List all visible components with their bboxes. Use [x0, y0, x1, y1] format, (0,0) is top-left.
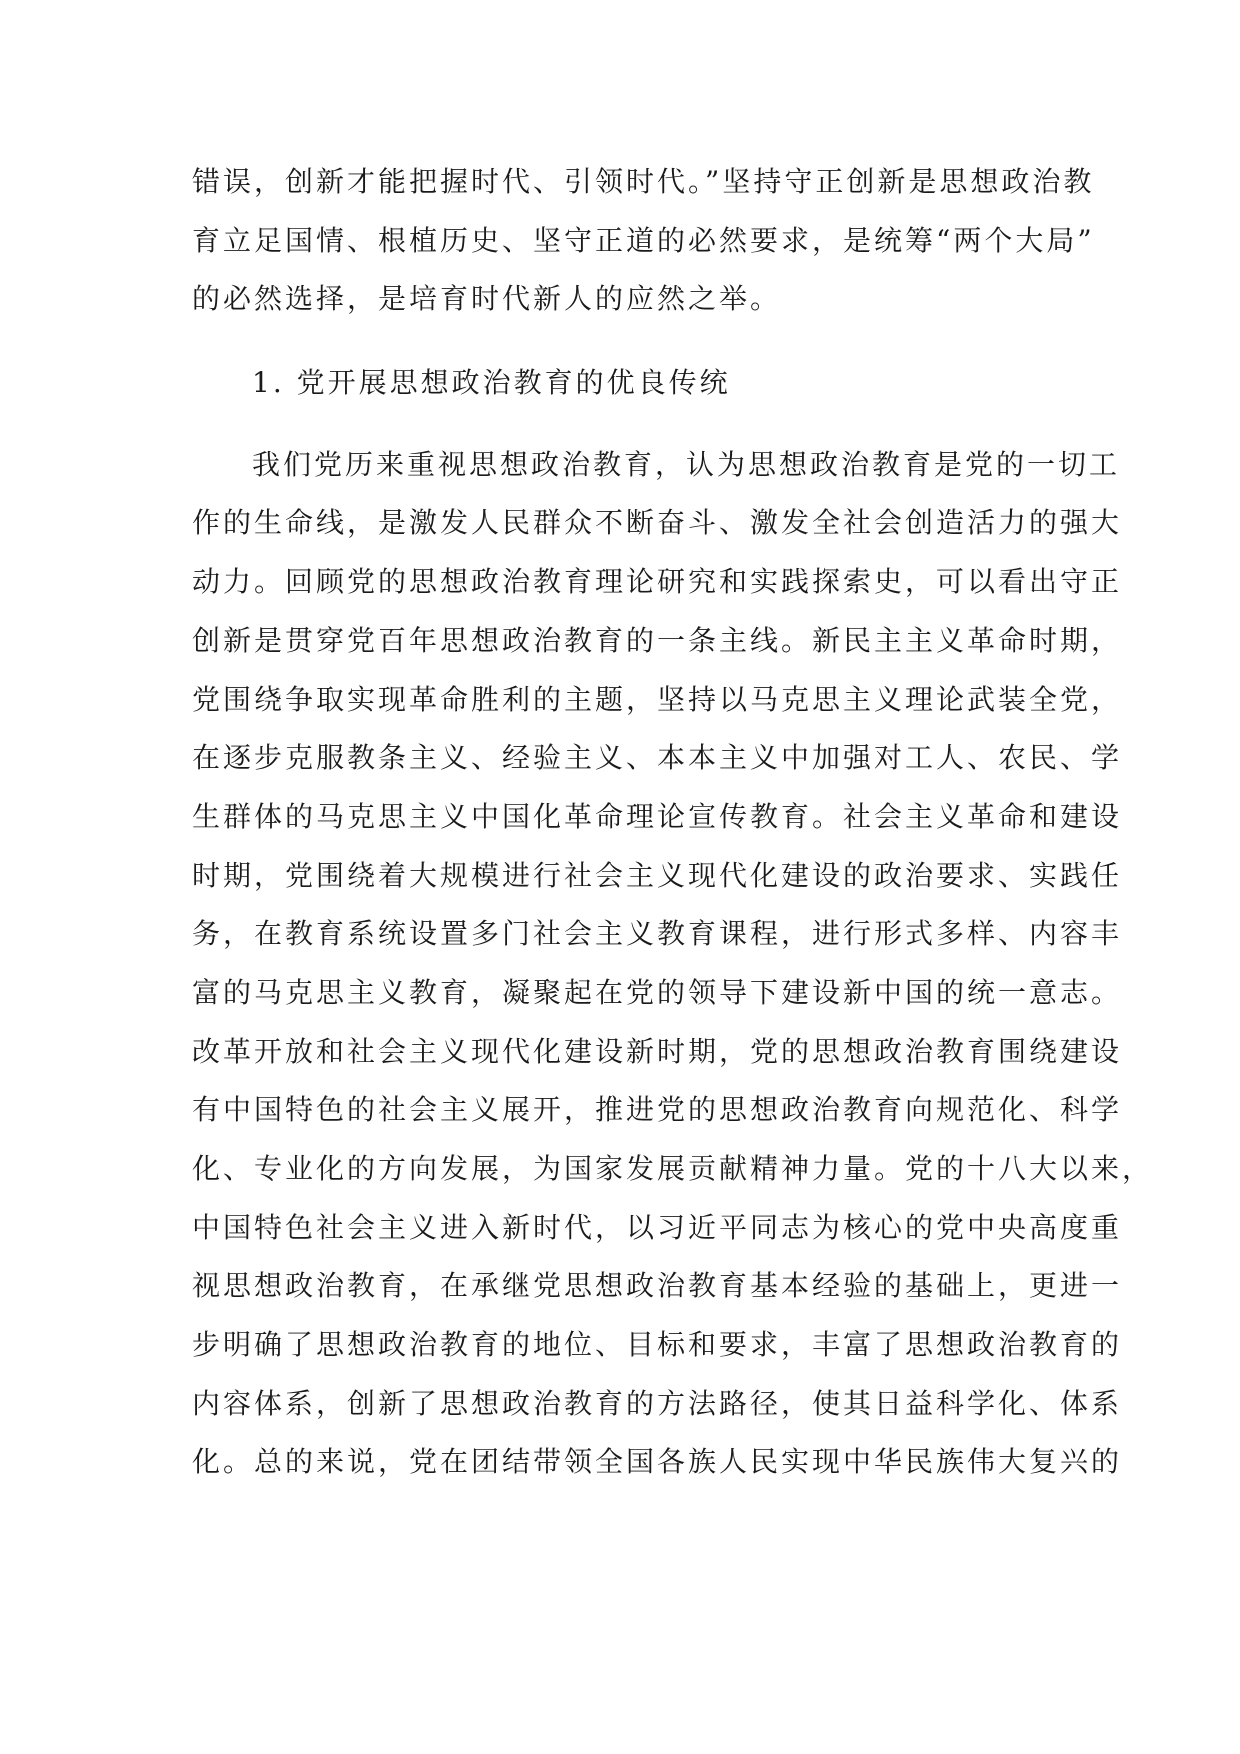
text-line: 的必然选择，是培育时代新人的应然之举。 — [192, 282, 782, 315]
text-line: 错误，创新才能把握时代、引领时代。”坚持守正创新是思想政治教 — [192, 165, 1095, 198]
text-line: 步明确了思想政治教育的地位、目标和要求，丰富了思想政治教育的 — [192, 1328, 1123, 1361]
text-line: 富的马克思主义教育，凝聚起在党的领导下建设新中国的统一意志。 — [192, 976, 1123, 1009]
text-line: 我们党历来重视思想政治教育，认为思想政治教育是党的一切工 — [252, 448, 1121, 481]
text-line: 创新是贯穿党百年思想政治教育的一条主线。新民主主义革命时期， — [192, 624, 1123, 657]
text-line: 化、专业化的方向发展，为国家发展贡献精神力量。党的十八大以来， — [192, 1152, 1154, 1185]
text-line: 育立足国情、根植历史、坚守正道的必然要求，是统筹“两个大局” — [192, 224, 1095, 257]
text-line: 作的生命线，是激发人民群众不断奋斗、激发全社会创造活力的强大 — [192, 506, 1123, 539]
text-line: 有中国特色的社会主义展开，推进党的思想政治教育向规范化、科学 — [192, 1093, 1123, 1126]
text-line: 时期，党围绕着大规模进行社会主义现代化建设的政治要求、实践任 — [192, 859, 1123, 892]
text-line: 务，在教育系统设置多门社会主义教育课程，进行形式多样、内容丰 — [192, 917, 1123, 950]
text-line: 生群体的马克思主义中国化革命理论宣传教育。社会主义革命和建设 — [192, 800, 1123, 833]
text-line: 中国特色社会主义进入新时代，以习近平同志为核心的党中央高度重 — [192, 1211, 1123, 1244]
text-line: 化。总的来说，党在团结带领全国各族人民实现中华民族伟大复兴的 — [192, 1445, 1123, 1478]
text-line: 改革开放和社会主义现代化建设新时期，党的思想政治教育围绕建设 — [192, 1035, 1123, 1068]
text-line: 党围绕争取实现革命胜利的主题，坚持以马克思主义理论武装全党， — [192, 683, 1123, 716]
text-line: 视思想政治教育，在承继党思想政治教育基本经验的基础上，更进一 — [192, 1269, 1123, 1302]
text-line: 动力。回顾党的思想政治教育理论研究和实践探索史，可以看出守正 — [192, 565, 1123, 598]
text-line: 内容体系，创新了思想政治教育的方法路径，使其日益科学化、体系 — [192, 1387, 1123, 1420]
text-line: 在逐步克服教条主义、经验主义、本本主义中加强对工人、农民、学 — [192, 741, 1123, 774]
section-heading: 1. 党开展思想政治教育的优良传统 — [252, 366, 731, 399]
